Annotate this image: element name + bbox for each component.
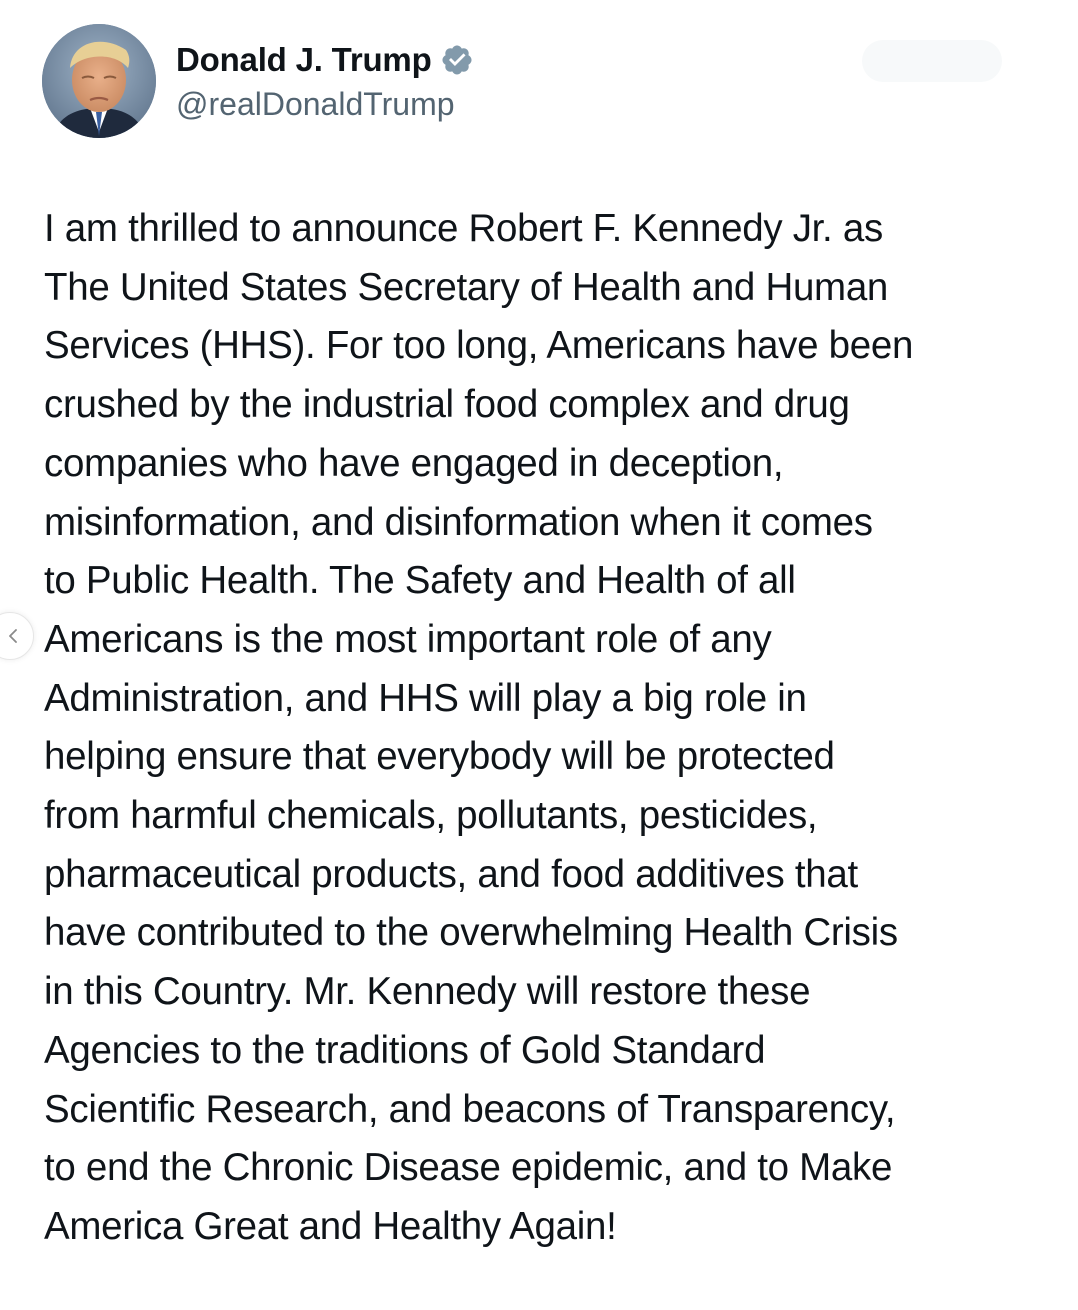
post-line: in this Country. Mr. Kennedy will restore these [44,970,811,1014]
chevron-left-icon [7,628,19,644]
post-line: crushed by the industrial food complex and drug [44,383,850,427]
post-line: companies who have engaged in deception, [44,441,784,485]
post-line: I am thrilled to announce Robert F. Kennedy Jr. as [44,207,883,250]
post-line: helping ensure that everybody will be protected [44,735,835,779]
post-line: America Great and Healthy Again! [44,1204,617,1248]
post-line: Administration, and HHS will play a big role in [44,676,807,720]
post-line: Services (HHS). For too long, Americans have been [44,324,914,368]
post-line: Americans is the most important role of any [44,617,772,661]
author-name-row [176,38,474,82]
previous-slide-button[interactable] [0,612,34,660]
post-line: pharmaceutical products, and food additives that [44,852,858,896]
post-line: Scientific Research, and beacons of Transparency, [44,1087,896,1131]
post-line: have contributed to the overwhelming Health Crisis [44,911,898,955]
post-body [44,200,1054,1257]
author-display-name[interactable]: Donald J. Trump [176,41,432,78]
avatar-portrait [42,24,156,138]
post-line: The United States Secretary of Health and Human [44,265,889,309]
verified-badge-icon [440,43,474,77]
post-line: to Public Health. The Safety and Health of all [44,559,796,603]
post-line: Agencies to the traditions of Gold Standard [44,1028,766,1072]
post-line: misinformation, and disinformation when it comes [44,500,873,544]
post-line: to end the Chronic Disease epidemic, and to Make [44,1146,893,1190]
avatar[interactable] [42,24,156,138]
post-line: from harmful chemicals, pollutants, pesticides, [44,794,818,838]
author-handle[interactable]: @realDonaldTrump [176,86,455,122]
faded-follow-button[interactable] [862,40,1002,82]
